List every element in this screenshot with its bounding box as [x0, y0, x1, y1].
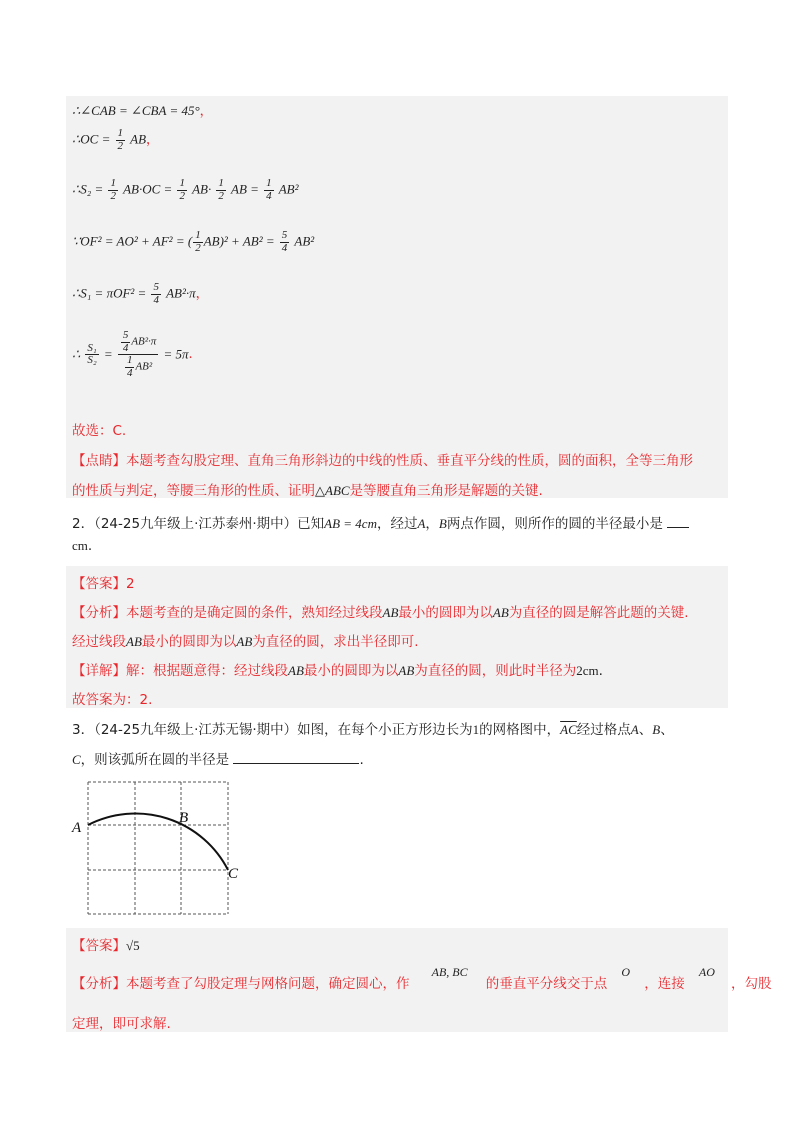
fraction: $\frac{1}{2}$ — [218, 177, 224, 202]
step-5: ∴S₁ = πOF² = $\frac{5}{4}$ AB²·π， — [72, 281, 209, 306]
comment-line-2: 的性质与判定，等腰三角形的性质、证明△ABC是等腰直角三角形是解题的关键. — [72, 483, 543, 499]
step-6: ∴ $\frac{\text{S₁}}{\text{S₂}}$ = $\frac{5}{4}$ AB²·π $\frac{1}{4}$ AB² = 5π. — [72, 329, 193, 379]
fraction: $\frac{\text{S₁}}{\text{S₂}}$ — [87, 341, 97, 367]
fraction: $\frac{1}{2}$ — [117, 127, 123, 152]
fraction: $\frac{5}{4}$ — [153, 281, 159, 306]
fraction: $\frac{1}{2}$ — [110, 177, 116, 202]
detail-2: 【详解】解：根据题意得：经过线段AB最小的圆即为以AB为直径的圆，则此时半径为2cm. — [72, 663, 603, 679]
question-2: 2．（24-25九年级上·江苏泰州·期中）已知AB = 4cm，经过A，B两点作圆，则所作的圆的半径最小是 — [72, 512, 689, 532]
fraction: $\frac{1}{2}$ — [195, 229, 201, 254]
question-3-line-2: C，则该弧所在圆的半径是 . — [72, 752, 364, 768]
answer-blank[interactable] — [233, 763, 359, 764]
fraction: $\frac{1}{4}$ — [266, 177, 272, 202]
comment-line-1: 【点睛】本题考查勾股定理、直角三角形斜边的中线的性质、垂直平分线的性质，圆的面积，全等三角形 — [72, 453, 693, 469]
label-c: C — [228, 866, 239, 882]
answer-blank[interactable] — [667, 527, 689, 528]
step-2: ∴OC = $\frac{1}{2}$ AB， — [72, 127, 160, 152]
step-1: ∴∠CAB = ∠CBA = 45°， — [72, 103, 213, 119]
question-2-unit: cm. — [72, 538, 93, 554]
choice-line: 故选：C. — [72, 423, 127, 439]
label-a: A — [72, 820, 82, 836]
grid-arc-figure — [66, 774, 246, 924]
answer-2: 【答案】2 — [72, 576, 135, 592]
arc-ac — [88, 814, 228, 870]
step-3: ∴S₂ = $\frac{1}{2}$ AB·OC = $\frac{1}{2}$ AB· $\frac{1}{2}$ AB = $\frac{1}{4}$ AB² — [72, 177, 299, 202]
final-answer-2: 故答案为：2. — [72, 692, 153, 708]
step-4: ∵OF² = AO² + AF² = ( $\frac{1}{2}$ AB)² + AB² = $\frac{5}{4}$ AB² — [72, 229, 315, 254]
compound-fraction: $\frac{5}{4}$ AB²·π $\frac{1}{4}$ AB² — [118, 330, 159, 379]
analysis-3-line-1: 【分析】本题考查了勾股定理与网格问题，确定圆心，作 AB, BC 的垂直平分线交于点 O ，连接 AO ，勾股 — [72, 965, 772, 992]
question-3: 3．（24-25九年级上·江苏无锡·期中）如图，在每个小正方形边长为1的网格图中，$\overline{AC}$经过格点A、B、 — [72, 722, 674, 738]
label-b: B — [179, 810, 189, 826]
analysis-3-line-2: 定理，即可求解. — [72, 1016, 171, 1032]
fraction: $\frac{5}{4}$ — [281, 229, 288, 254]
fraction: $\frac{1}{2}$ — [179, 177, 185, 202]
answer-3: 【答案】√5 — [72, 938, 140, 954]
analysis-2-line-2: 经过线段AB最小的圆即为以AB为直径的圆，求出半径即可. — [72, 634, 419, 650]
analysis-2-line-1: 【分析】本题考查的是确定圆的条件，熟知经过线段AB最小的圆即为以AB为直径的圆是解答此题的关键. — [72, 605, 689, 621]
